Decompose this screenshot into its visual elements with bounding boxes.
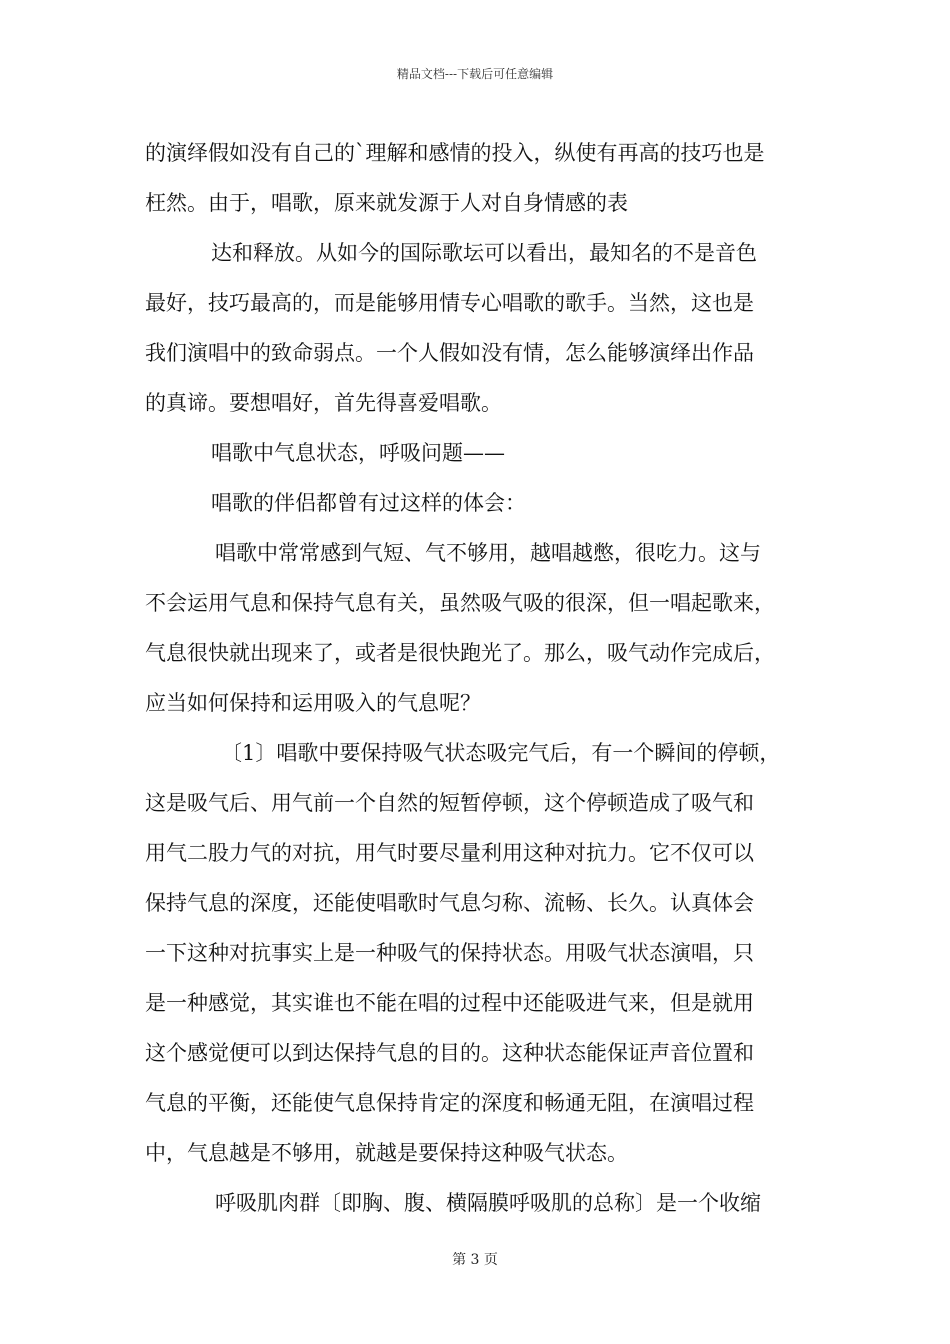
text-line: 保持气息的深度，还能使唱歌时气息匀称、流畅、长久。认真体会 (145, 891, 754, 915)
text-line: 最好，技巧最高的，而是能够用情专心唱歌的歌手。当然，这也是 (145, 291, 754, 315)
body-text (145, 128, 810, 1228)
page-header: 精品文档---下载后可任意编辑 (396, 67, 554, 81)
text-line: 达和释放。从如今的国际歌坛可以看出，最知名的不是音色 (211, 241, 757, 265)
text-line: 我们演唱中的致命弱点。一个人假如没有情，怎么能够演绎出作品 (145, 341, 754, 365)
text-line: 呼吸肌肉群〔即胸、腹、横隔膜呼吸肌的总称〕是一个收缩 (215, 1191, 761, 1215)
text-line: 应当如何保持和运用吸入的气息呢？ (145, 691, 481, 715)
text-line: 气息的平衡，还能使气息保持肯定的深度和畅通无阻，在演唱过程 (145, 1091, 754, 1115)
text-line: 枉然。由于，唱歌，原来就发源于人对自身情感的表 (145, 191, 628, 215)
text-line: 用气二股力气的对抗，用气时要尽量利用这种对抗力。它不仅可以 (145, 841, 754, 865)
text-line: 中，气息越是不够用，就越是要保持这种吸气状态。 (145, 1141, 628, 1165)
text-line: 的演绎假如没有自己的`理解和感情的投入，纵使有再高的技巧也是 (145, 141, 765, 165)
text-line: 不会运用气息和保持气息有关，虽然吸气吸的很深，但一唱起歌来， (145, 591, 775, 615)
text-line: 〔1〕唱歌中要保持吸气状态吸完气后，有一个瞬间的停顿， (221, 741, 781, 765)
text-line: 的真谛。要想唱好，首先得喜爱唱歌。 (145, 391, 502, 415)
text-line: 唱歌中气息状态，呼吸问题—— (211, 441, 505, 465)
text-line: 这是吸气后、用气前一个自然的短暂停顿，这个停顿造成了吸气和 (145, 791, 754, 815)
text-line: 是一种感觉，其实谁也不能在唱的过程中还能吸进气来，但是就用 (145, 991, 754, 1015)
text-line: 唱歌的伴侣都曾有过这样的体会： (211, 491, 526, 515)
text-line: 这个感觉便可以到达保持气息的目的。这种状态能保证声音位置和 (145, 1041, 754, 1065)
text-line: 一下这种对抗事实上是一种吸气的保持状态。用吸气状态演唱，只 (145, 941, 754, 965)
text-line: 唱歌中常常感到气短、气不够用，越唱越憋，很吃力。这与 (215, 541, 761, 565)
page-number: 第 3 页 (452, 1252, 498, 1268)
text-line: 气息很快就出现来了，或者是很快跑光了。那么，吸气动作完成后， (145, 641, 775, 665)
